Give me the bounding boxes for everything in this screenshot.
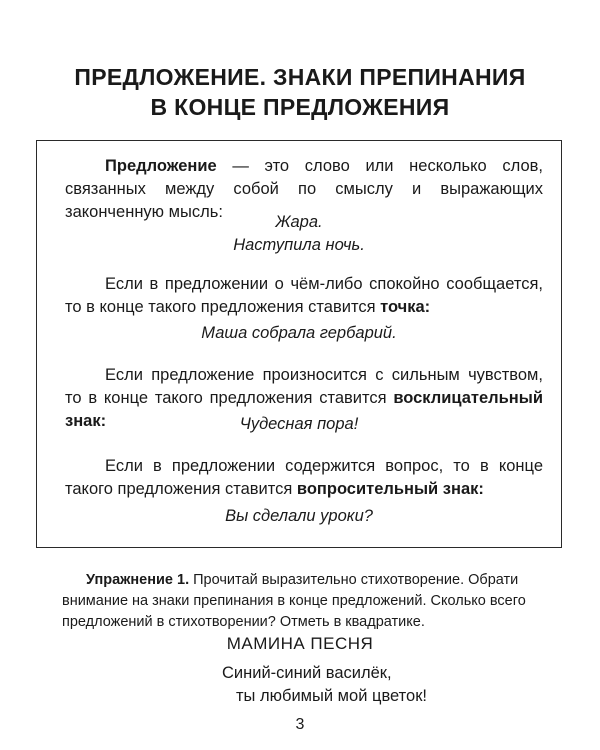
period-text: Если в предложении о чём-либо спокойно сообщается, то в конце такого предложения ставится [65, 275, 543, 316]
exercise-text: Прочитай выразительно стихотворение. Обрати внимание на знаки препинания в конце предложений. Сколько всего предложений в стихотворении? Отметь в квадратике. [62, 572, 526, 630]
poem-title: МАМИНА ПЕСНЯ [226, 634, 374, 653]
exercise-label: Упражнение 1. [86, 572, 190, 588]
question-term: вопросительный знак: [296, 480, 484, 498]
period-term: точка: [380, 298, 431, 316]
period-example: Маша собрала гербарий. [201, 324, 397, 342]
definition-text: — это слово или несколько слов, связанных между собой по смыслу и выражающих законченную мысль: [65, 157, 543, 221]
exclamation-term: восклицательный знак: [65, 389, 543, 430]
page-title-line-1: ПРЕДЛОЖЕНИЕ. ЗНАКИ ПРЕПИНАНИЯ [74, 64, 526, 90]
definition-example-2: Наступила ночь. [233, 236, 365, 254]
rule-box [36, 140, 562, 548]
exclamation-example: Чудесная пора! [239, 415, 359, 433]
definition-term: Предложение [105, 157, 217, 175]
question-text: Если в предложении содержится вопрос, то в конце такого предложения ставится [65, 457, 543, 498]
question-paragraph [65, 455, 543, 501]
period-paragraph [65, 273, 543, 319]
page-title-line-2: В КОНЦЕ ПРЕДЛОЖЕНИЯ [150, 94, 450, 120]
poem-line-1: Синий-синий василёк, [222, 664, 392, 682]
page-title [0, 62, 600, 122]
page-number: 3 [295, 716, 305, 733]
question-example: Вы сделали уроки? [225, 507, 373, 525]
poem-line-2: ты любимый мой цветок! [236, 687, 428, 705]
exclamation-text: Если предложение произносится с сильным чувством, то в конце такого предложения ставится [65, 366, 543, 407]
definition-example-1: Жара. [275, 213, 323, 231]
exercise-paragraph [62, 570, 562, 633]
